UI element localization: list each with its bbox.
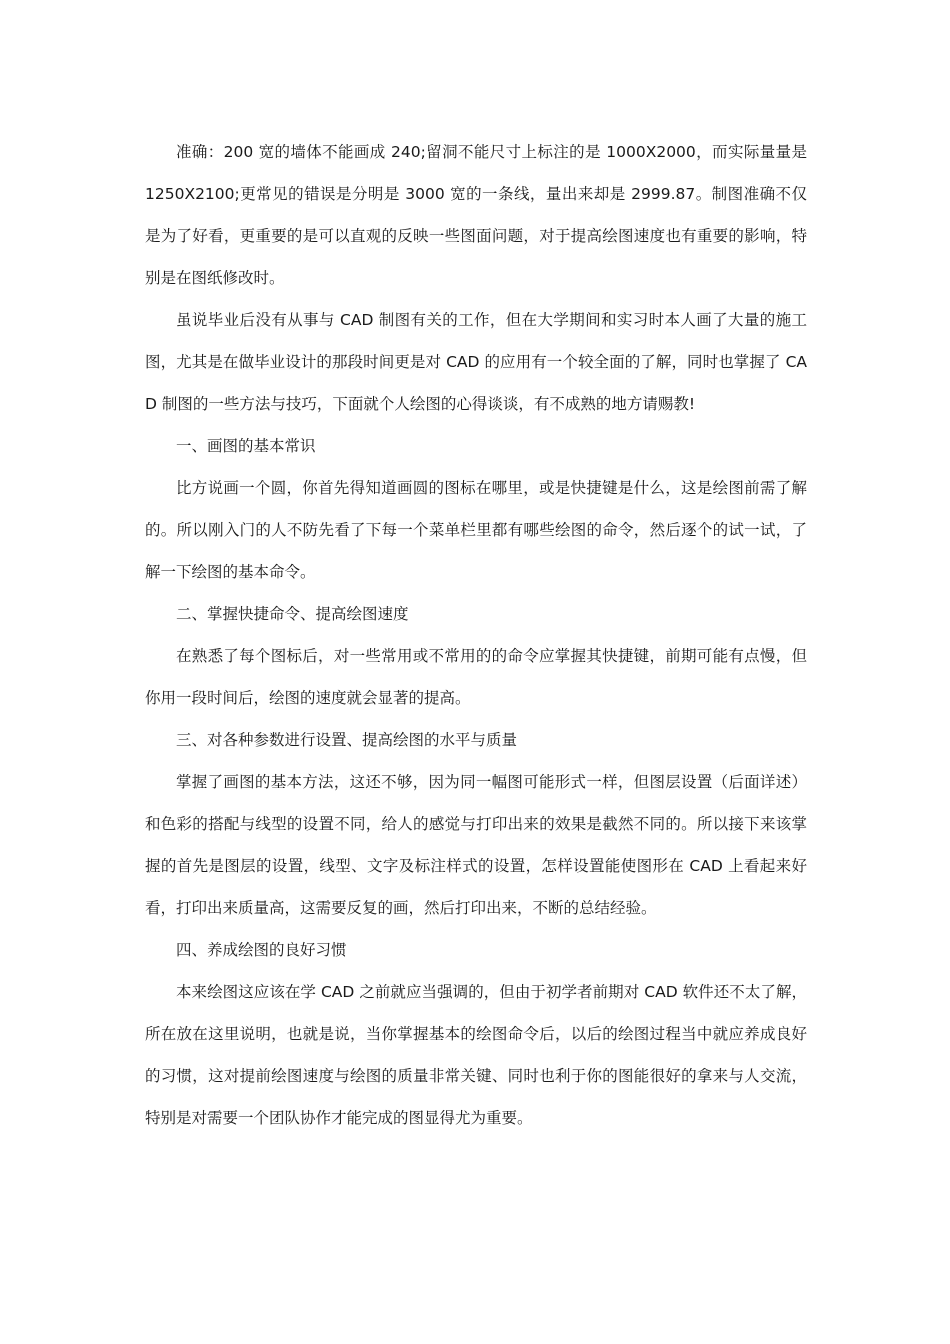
paragraph-section-3: 掌握了画图的基本方法，这还不够，因为同一幅图可能形式一样，但图层设置（后面详述）和色彩的搭配与线型的设置不同，给人的感觉与打印出来的效果是截然不同的。所以接下来该掌握的首先是图层的设置，线型、文字及标注样式的设置，怎样设置能使图形在 CAD 上看起来好看，打印出来质量高，这需要反复的画，然后打印出来，不断的总结经验。 bbox=[145, 773, 807, 917]
heading-section-4: 四、养成绘图的良好习惯 bbox=[176, 941, 347, 959]
paragraph-section-1: 比方说画一个圆，你首先得知道画圆的图标在哪里，或是快捷键是什么，这是绘图前需了解的。所以刚入门的人不防先看了下每一个菜单栏里都有哪些绘图的命令，然后逐个的试一试，了解一下绘图的基本命令。 bbox=[145, 479, 807, 581]
paragraph-accuracy: 准确：200 宽的墙体不能画成 240;留洞不能尺寸上标注的是 1000X2000，而实际量量是 1250X2100;更常见的错误是分明是 3000 宽的一条线，量出来却是 2999.87。制图准确不仅是为了好看，更重要的是可以直观的反映一些图面问题，对于提高绘图速度也有重要的影响，特别是在图纸修改时。 bbox=[145, 143, 807, 287]
paragraph-section-4: 本来绘图这应该在学 CAD 之前就应当强调的，但由于初学者前期对 CAD 软件还不太了解，所在放在这里说明，也就是说，当你掌握基本的绘图命令后，以后的绘图过程当中就应养成良好的习惯，这对提前绘图速度与绘图的质量非常关键、同时也利于你的图能很好的拿来与人交流，特别是对需要一个团队协作才能完成的图显得尤为重要。 bbox=[145, 983, 807, 1127]
document-body bbox=[145, 131, 807, 1139]
paragraph-section-2: 在熟悉了每个图标后，对一些常用或不常用的的命令应掌握其快捷键，前期可能有点慢，但你用一段时间后，绘图的速度就会显著的提高。 bbox=[145, 647, 807, 707]
heading-section-3: 三、对各种参数进行设置、提高绘图的水平与质量 bbox=[176, 731, 518, 749]
heading-section-1: 一、画图的基本常识 bbox=[176, 437, 316, 455]
paragraph-introduction: 虽说毕业后没有从事与 CAD 制图有关的工作，但在大学期间和实习时本人画了大量的施工图，尤其是在做毕业设计的那段时间更是对 CAD 的应用有一个较全面的了解，同时也掌握了 CAD 制图的一些方法与技巧，下面就个人绘图的心得谈谈，有不成熟的地方请赐教! bbox=[145, 311, 807, 413]
heading-section-2: 二、掌握快捷命令、提高绘图速度 bbox=[176, 605, 409, 623]
